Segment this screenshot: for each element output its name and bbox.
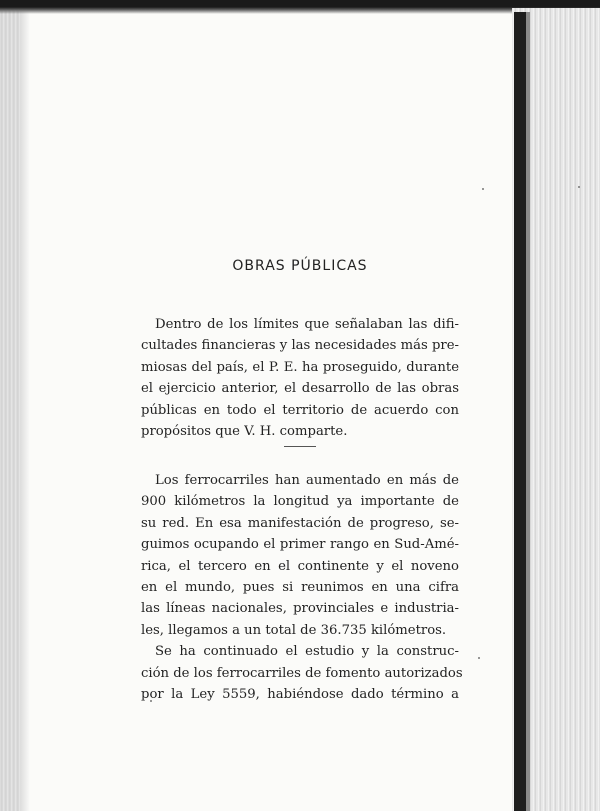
text-line: Dentro de los límites que señalaban las difi- xyxy=(155,317,459,332)
text-line: el ejercicio anterior, el desarrollo de las obras xyxy=(141,381,459,397)
text-line: públicas en todo el territorio de acuerdo con xyxy=(141,402,459,418)
text-line: por la Ley 5559, habiéndose dado término a xyxy=(141,687,459,703)
text-line: propósitos que V. H. comparte. xyxy=(141,424,348,440)
section-divider xyxy=(284,446,316,447)
text-line: ción de los ferrocarriles de fomento autorizados xyxy=(141,665,463,681)
text-line: rica, el tercero en el continente y el noveno xyxy=(141,558,459,574)
right-dark-edge xyxy=(514,12,526,811)
text-line: les, llegamos a un total de 36.735 kilómetros. xyxy=(141,622,447,638)
dust-speck xyxy=(478,657,480,659)
text-line: en el mundo, pues si reunimos en una cifra xyxy=(141,580,459,596)
text-line: las líneas nacionales, provinciales e industria- xyxy=(141,601,459,617)
text-line: cultades financieras y las necesidades más pre- xyxy=(141,338,459,354)
section-heading: OBRAS PÚBLICAS xyxy=(232,258,368,274)
dust-speck xyxy=(482,188,484,190)
right-edge-highlight xyxy=(526,12,530,811)
left-binding-edge xyxy=(0,0,20,811)
text-line: miosas del país, el P. E. ha proseguido, durante xyxy=(141,359,459,375)
dust-speck xyxy=(578,186,580,188)
paragraph-1 xyxy=(141,314,459,442)
text-line: su red. En esa manifestación de progreso, se- xyxy=(141,515,459,531)
top-scan-edge xyxy=(0,0,600,14)
text-line: Se ha continuado el estudio y la construc- xyxy=(155,644,459,660)
paragraph-2 xyxy=(141,470,463,705)
text-line: Los ferrocarriles han aumentado en más de xyxy=(155,473,459,488)
text-line: guimos ocupando el primer rango en Sud-Amé- xyxy=(141,537,459,553)
text-line: 900 kilómetros la longitud ya importante de xyxy=(141,494,459,510)
left-binding-shadow xyxy=(20,0,30,811)
